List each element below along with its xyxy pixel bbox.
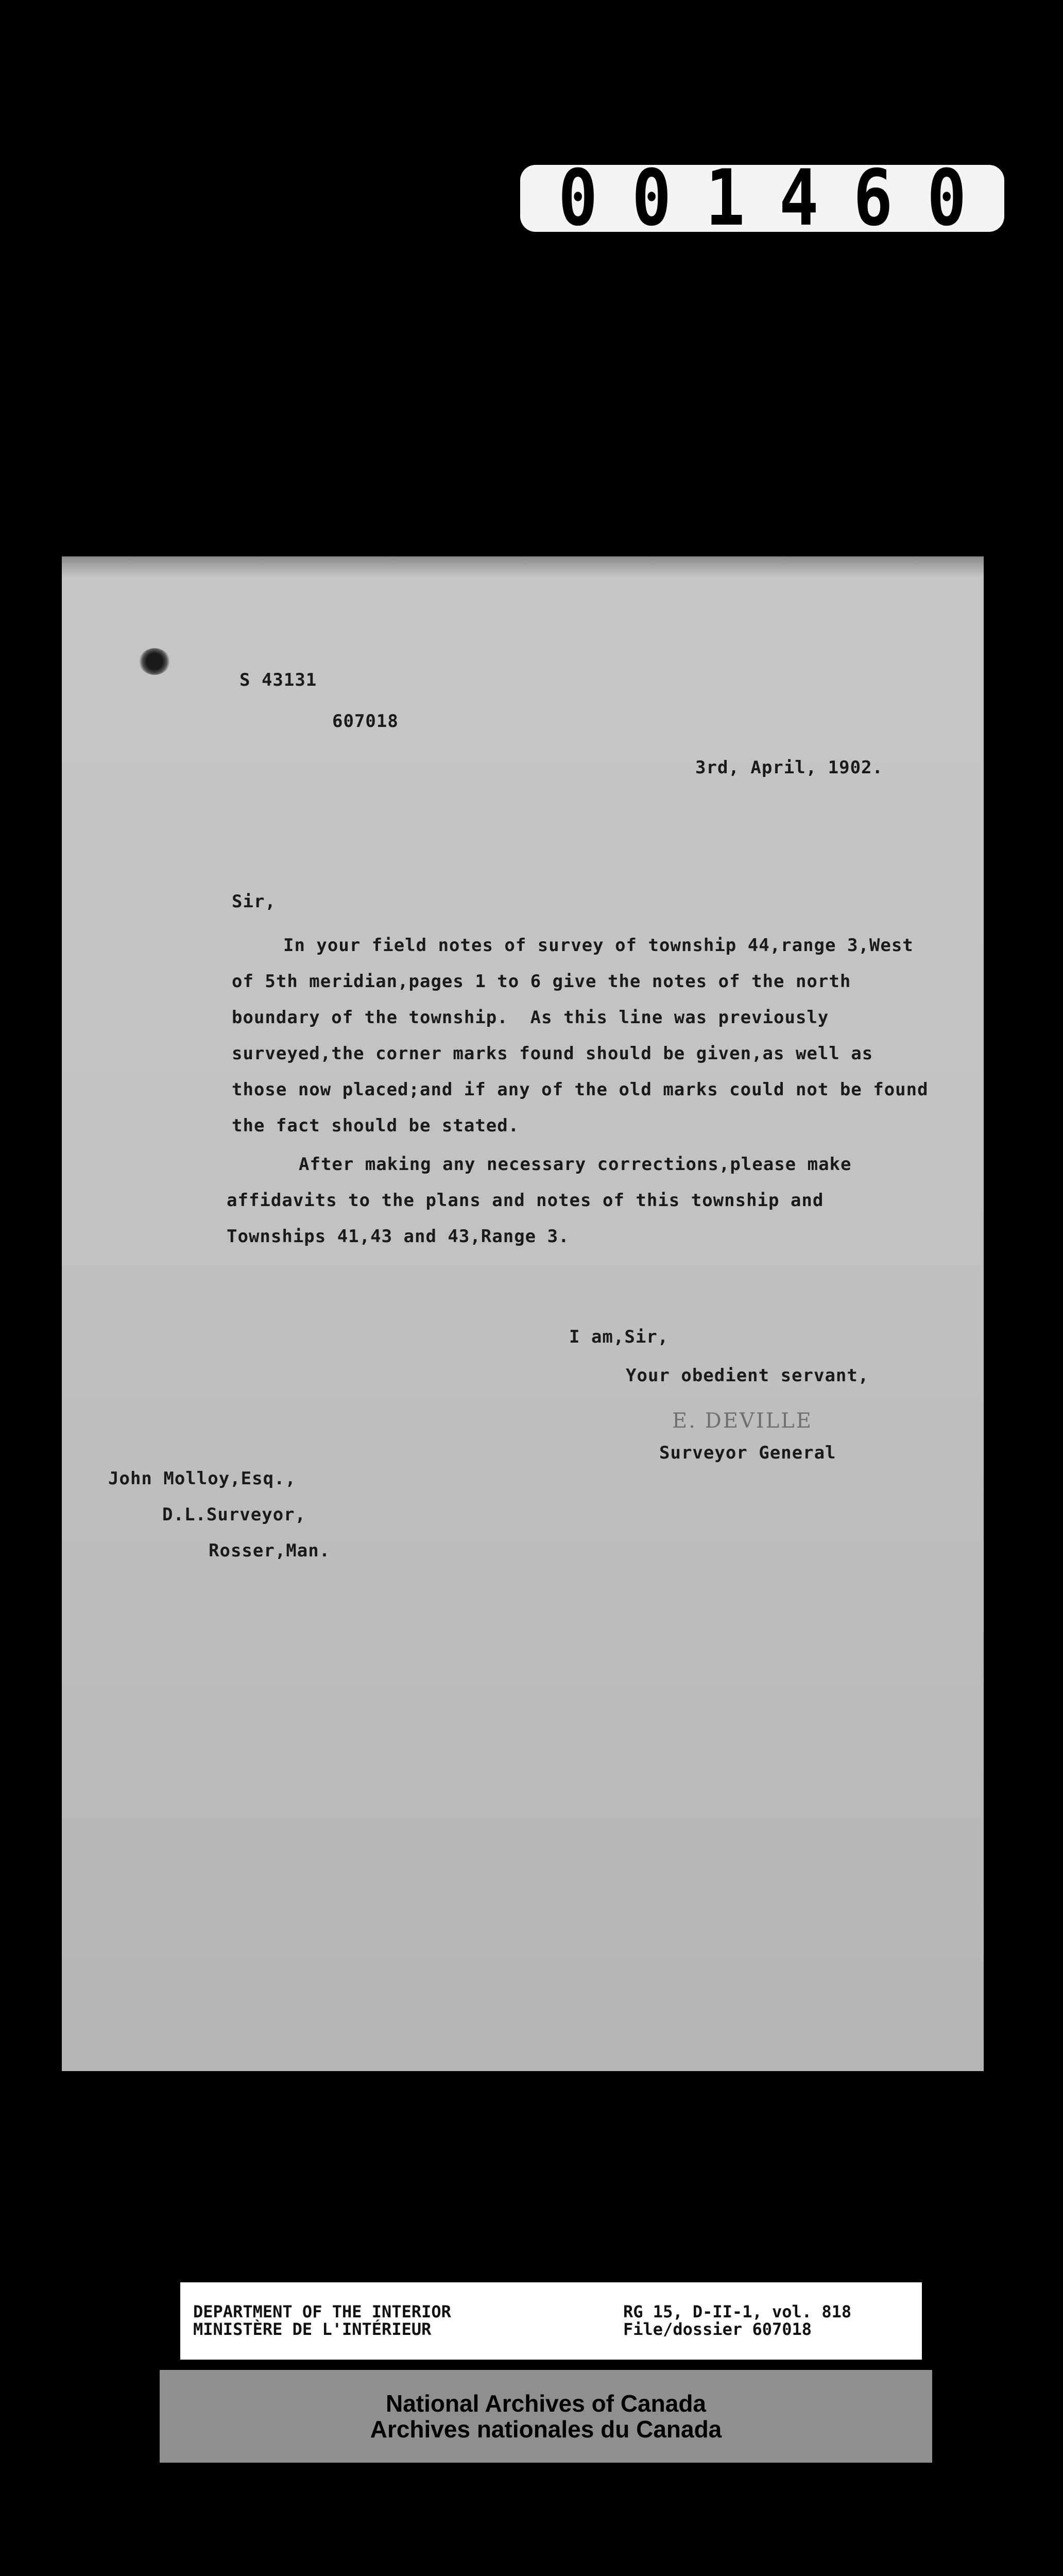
salutation: Sir, <box>232 891 276 912</box>
archival-label <box>180 2282 922 2360</box>
sheet-edge-shadow <box>62 556 984 577</box>
frame-digit: 0 <box>631 154 672 243</box>
body-line: After making any necessary corrections,please make <box>299 1154 852 1175</box>
frame-digit: 0 <box>927 154 967 243</box>
frame-digit: 1 <box>705 154 745 243</box>
punch-hole-icon <box>139 648 170 675</box>
archive-banner <box>160 2370 932 2463</box>
letter-sheet <box>62 556 984 2071</box>
frame-digit: 0 <box>558 154 598 243</box>
letter-date: 3rd, April, 1902. <box>695 757 883 778</box>
addressee-line: John Molloy,Esq., <box>108 1468 296 1489</box>
frame-digit: 4 <box>779 154 819 243</box>
body-line: the fact should be stated. <box>232 1115 520 1136</box>
signature-stamp: E. DEVILLE <box>672 1409 813 1433</box>
frame-number <box>520 154 1004 243</box>
body-line: affidavits to the plans and notes of this township and <box>227 1190 824 1211</box>
department-fr: MINISTÈRE DE L'INTÉRIEUR <box>193 2319 432 2339</box>
reference-number: S 43131 <box>239 670 317 690</box>
closing-line: Your obedient servant, <box>626 1365 869 1386</box>
record-reference: RG 15, D-II-1, vol. 818 <box>623 2302 852 2321</box>
body-line: surveyed,the corner marks found should be given,as well as <box>232 1043 873 1064</box>
body-line: those now placed;and if any of the old marks could not be found <box>232 1079 929 1100</box>
body-line: Townships 41,43 and 43,Range 3. <box>227 1226 570 1247</box>
file-reference: File/dossier 607018 <box>623 2319 812 2339</box>
file-number: 607018 <box>332 711 399 732</box>
body-line: of 5th meridian,pages 1 to 6 give the notes of the north <box>232 971 851 992</box>
addressee-line: Rosser,Man. <box>209 1540 331 1561</box>
archive-name-en: National Archives of Canada <box>385 2390 706 2417</box>
archive-name-fr: Archives nationales du Canada <box>370 2416 722 2443</box>
department-en: DEPARTMENT OF THE INTERIOR <box>193 2302 451 2321</box>
signer-title: Surveyor General <box>659 1443 836 1463</box>
frame-digit: 6 <box>853 154 893 243</box>
body-line: In your field notes of survey of township 44,range 3,West <box>283 935 914 956</box>
addressee-line: D.L.Surveyor, <box>162 1504 306 1525</box>
closing-line: I am,Sir, <box>569 1327 669 1347</box>
body-line: boundary of the township. As this line was previously <box>232 1007 829 1028</box>
